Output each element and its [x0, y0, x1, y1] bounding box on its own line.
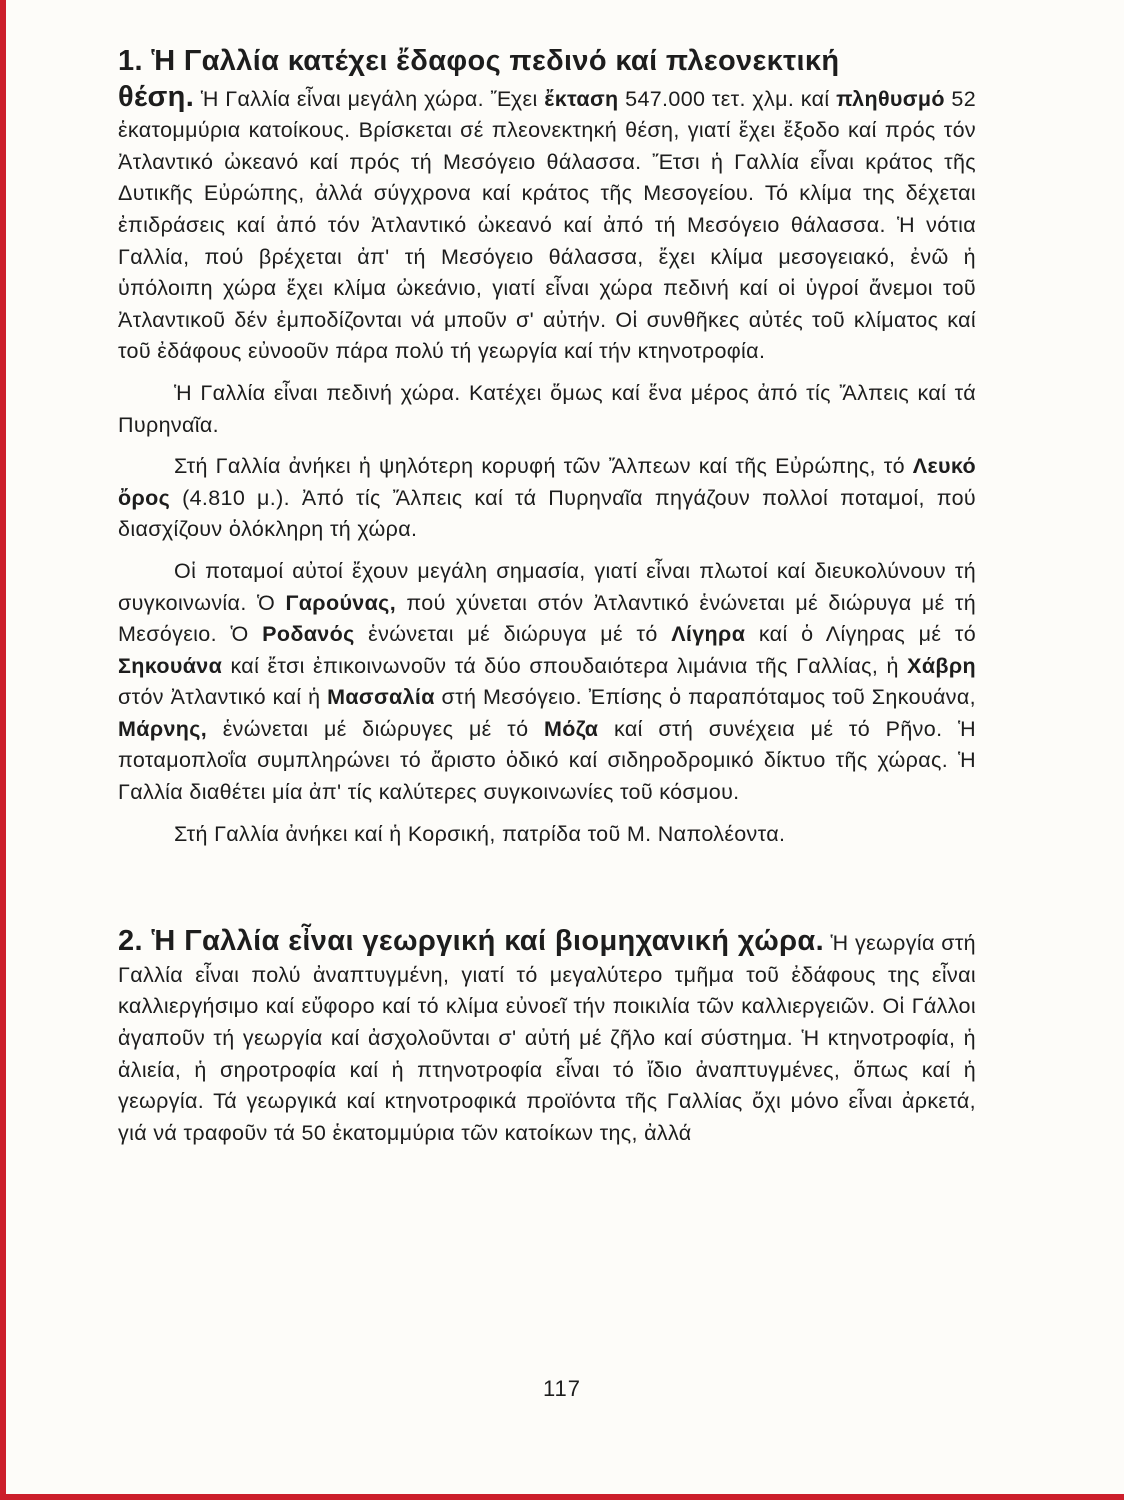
section-1-title-line2: θέση.	[118, 80, 195, 113]
text-run: στή Μεσόγειο. Ἐπίσης ὁ παραπόταμος τοῦ Σηκουάνα,	[441, 685, 976, 710]
section-2-title: Ἡ Γαλλία εἶναι γεωργική καί βιομηχανική χώρα.	[151, 925, 824, 958]
text-run: ἑνώνεται μέ διώρυγα μέ τό	[368, 622, 658, 647]
text-run: (4.810 μ.). Ἀπό τίς Ἄλπεις καί τά Πυρηναῖα πηγάζουν πολλοί ποταμοί, πού διασχίζουν ὁλόκληρη τή χώρα.	[118, 485, 976, 542]
text-run: Στή Γαλλία ἀνήκει ἡ ψηλότερη κορυφή τῶν Ἄλπεων καί τῆς Εὐρώπης, τό	[174, 454, 905, 479]
term-mont-blanc: Λευκό ὄρος	[118, 454, 977, 510]
section-1-paragraph	[118, 44, 976, 368]
term-garonne: Γαρούνας,	[285, 590, 397, 615]
text-run: καί στή συνέχεια μέ τό Ρῆνο. Ἡ ποταμοπλοΐα συμπληρώνει τό ἄριστο ὁδικό καί σιδηροδρομικό δίκτυο τῆς χώρας. Ἡ Γαλλία διαθέτει μία ἀπ' τίς καλύτερες συγκοινωνίες τοῦ κόσμου.	[118, 716, 976, 805]
paragraph-corsica: Στή Γαλλία ἀνήκει καί ἡ Κορσική, πατρίδα τοῦ Μ. Ναπολέοντα.	[174, 821, 786, 846]
section-2-paragraph	[118, 924, 976, 1149]
section-2-body: Ἡ γεωργία στή Γαλλία εἶναι πολύ ἀναπτυγμένη, γιατί τό μεγαλύτερο τμῆμα τοῦ ἐδάφους της εἶναι καλλιεργήσιμο καί εὔφορο καί τό κλίμα εὐνοεῖ τήν ποικιλία τῶν καλλιεργειῶν. Οἱ Γάλλοι ἀγαποῦν τή γεωργία καί ἀσχολοῦνται σ' αὐτή μέ ζῆλο καί σύστημα. Ἡ κτηνοτροφία, ἡ ἁλιεία, ἡ σηροτροφία καί ἡ πτηνοτροφία εἶναι τό ἴδιο ἀναπτυγμένες, ὅπως καί ἡ γεωργία. Τά γεωργικά καί κτηνοτροφικά προϊόντα τῆς Γαλλίας ὄχι μόνο εἶναι ἀρκετά, γιά νά τραφοῦν τά 50 ἑκατομμύρια τῶν κατοίκων της, ἀλλά	[118, 931, 976, 1145]
term-marseille: Μασσαλία	[327, 685, 435, 710]
term-population: πληθυσμό	[836, 86, 945, 111]
term-loire: Λίγηρα	[671, 622, 746, 647]
page-number: 117	[542, 1376, 582, 1401]
section-2-heading	[118, 925, 824, 957]
section-1-number: 1.	[118, 45, 143, 77]
term-rhone: Ροδανός	[262, 622, 355, 647]
area-value: 547.000 τετ. χλμ. καί	[625, 86, 830, 111]
text-run: στόν Ἀτλαντικό καί ἡ	[118, 685, 321, 710]
text-run: ἑνώνεται μέ διώρυγες μέ τό	[222, 716, 529, 741]
paragraph-mont-blanc	[118, 451, 976, 546]
paragraph-rivers	[118, 556, 976, 809]
term-seine: Σηκουάνα	[118, 653, 223, 678]
term-meuse: Μόζα	[544, 716, 599, 741]
term-le-havre: Χάβρη	[907, 653, 976, 678]
section-1-title-line1: Ἡ Γαλλία κατέχει ἔδαφος πεδινό καί πλεονεκτική	[151, 45, 840, 77]
page-text	[118, 44, 976, 1149]
section-1-body: 52 ἑκατομμύρια κατοίκους. Βρίσκεται σέ πλεονεκτηκή θέση, γιατί ἔχει ἔξοδο καί πρός τόν Ἀτλαντικό ὠκεανό καί πρός τή Μεσόγειο θάλασσα. Ἔτσι ἡ Γαλλία εἶναι κράτος τῆς Δυτικῆς Εὐρώπης, ἀλλά σύγχρονα καί κράτος τῆς Μεσογείου. Τό κλίμα της δέχεται ἐπιδράσεις καί ἀπό τόν Ἀτλαντικό ὠκεανό καί ἀπό τή Μεσόγειο θάλασσα. Ἡ νότια Γαλλία, πού βρέχεται ἀπ' τή Μεσόγειο θάλασσα, ἔχει κλίμα μεσογειακό, ἐνῶ ἡ ὑπόλοιπη χώρα ἔχει κλίμα ὠκεάνιο, γιατί εἶναι χώρα πεδινή καί οἱ ὑγροί ἄνεμοι τοῦ Ἀτλαντικοῦ δέν ἐμποδίζονται νά μποῦν σ' αὐτήν. Οἱ συνθῆκες αὐτές τοῦ κλίματος καί τοῦ ἐδάφους εὐνοοῦν πάρα πολύ τή γεωργία καί τήν κτηνοτροφία.	[118, 86, 977, 364]
section-1-intro: Ἡ Γαλλία εἶναι μεγάλη χώρα. Ἔχει	[200, 86, 538, 111]
text-run: καί ὁ Λίγηρας μέ τό	[758, 622, 977, 647]
paragraph-plains: Ἡ Γαλλία εἶναι πεδινή χώρα. Κατέχει ὅμως καί ἕνα μέρος ἀπό τίς Ἄλπεις καί τά Πυρηναῖα.	[118, 380, 976, 437]
term-marne: Μάρνης,	[118, 716, 208, 741]
text-run: καί ἔτσι ἐπικοινωνοῦν τά δύο σπουδαιότερα λιμάνια τῆς Γαλλίας, ἡ	[230, 653, 899, 678]
term-area: ἔκταση	[544, 86, 619, 111]
section-2-number: 2.	[118, 925, 143, 958]
text-run: Οἱ ποταμοί αὐτοί ἔχουν μεγάλη σημασία, γιατί εἶναι πλωτοί καί διευκολύνουν τή συγκοινωνία. Ὁ	[118, 558, 976, 615]
text-run: πού χύνεται στόν Ἀτλαντικό ἑνώνεται μέ διώρυγα μέ τή Μεσόγειο. Ὁ	[118, 590, 977, 647]
